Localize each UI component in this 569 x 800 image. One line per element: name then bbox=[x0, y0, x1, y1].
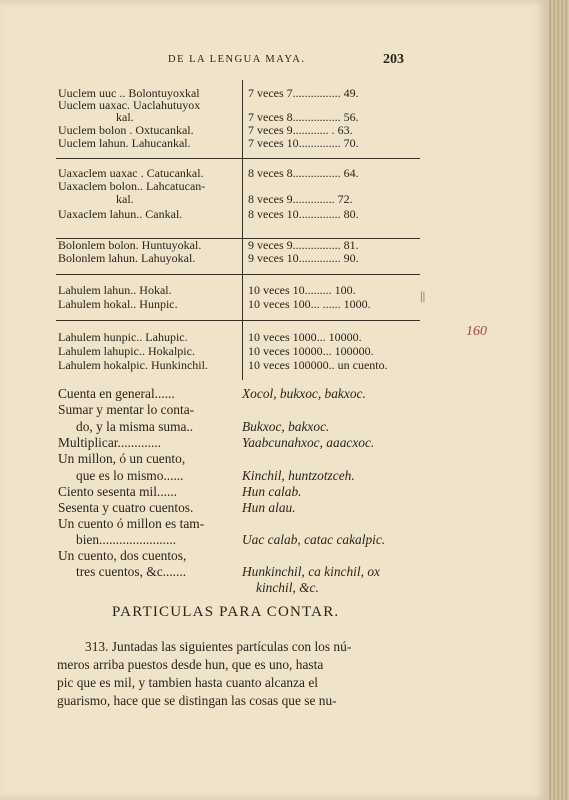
table-group-rule bbox=[56, 320, 420, 321]
table-row-left: Uuclem bolon . Oxtucankal. bbox=[58, 123, 194, 137]
vocab-term: Multiplicar............. bbox=[58, 435, 162, 450]
vocab-term: Ciento sesenta mil...... bbox=[58, 484, 178, 499]
table-row-right: 7 veces 7................ 49. bbox=[248, 86, 359, 100]
vocab-term: Sesenta y cuatro cuentos. bbox=[58, 500, 194, 515]
table-row-left: Uaxaclem uaxac . Catucankal. bbox=[58, 166, 204, 180]
page-number: 203 bbox=[383, 52, 404, 67]
table-row-right: 9 veces 10.............. 90. bbox=[248, 251, 359, 265]
table-row-left: Lahulem hokalpic. Hunkinchil. bbox=[58, 358, 208, 372]
vocab-definition: Yaabcunahxoc, aaacxoc. bbox=[242, 435, 375, 450]
vocab-definition: Uac calab, catac cakalpic. bbox=[242, 532, 386, 547]
table-row-right: 8 veces 8................ 64. bbox=[248, 166, 359, 180]
table-row-right: 8 veces 10.............. 80. bbox=[248, 207, 359, 221]
table-row-left: kal. bbox=[116, 110, 134, 124]
table-row-right: 10 veces 100000.. un cuento. bbox=[248, 358, 388, 372]
table-row-right: 7 veces 9............ . 63. bbox=[248, 123, 353, 137]
table-row-left: Uuclem uuc .. Bolontuyoxkal bbox=[58, 86, 200, 100]
table-row-left: kal. bbox=[116, 192, 134, 206]
paragraph-line: pic que es mil, y tambien hasta cuanto alcanza el bbox=[57, 675, 319, 690]
table-group-rule bbox=[56, 274, 420, 275]
handwritten-tick-mark: || bbox=[420, 288, 426, 303]
paragraph-line: meros arriba puestos desde hun, que es uno, hasta bbox=[57, 657, 324, 672]
vocab-term: que es lo mismo...... bbox=[76, 468, 184, 483]
vocab-term: do, y la misma suma.. bbox=[76, 419, 194, 434]
vocab-definition: Xocol, bukxoc, bakxoc. bbox=[242, 386, 366, 401]
table-row-right: 10 veces 10000... 100000. bbox=[248, 344, 374, 358]
table-row-right: 10 veces 10......... 100. bbox=[248, 283, 356, 297]
table-row-left: Lahulem hunpic.. Lahupic. bbox=[58, 330, 188, 344]
vocab-definition: kinchil, &c. bbox=[256, 580, 319, 595]
paragraph-line: guarismo, hace que se distingan las cosas que se nu- bbox=[57, 693, 337, 708]
running-head: DE LA LENGUA MAYA. bbox=[168, 54, 306, 65]
vocab-definition: Hunkinchil, ca kinchil, ox bbox=[242, 564, 380, 579]
paragraph-line: 313. Juntadas las siguientes partículas con los nú- bbox=[85, 639, 352, 654]
table-row-right: 7 veces 10.............. 70. bbox=[248, 136, 359, 150]
table-row-right: 10 veces 100... ...... 1000. bbox=[248, 297, 371, 311]
table-row-left: Bolonlem lahun. Lahuyokal. bbox=[58, 251, 196, 265]
table-row-right: 9 veces 9................ 81. bbox=[248, 238, 359, 252]
vocab-term: Un cuento ó millon es tam- bbox=[58, 516, 205, 531]
handwritten-margin-note: 160 bbox=[466, 324, 487, 339]
table-row-left: Bolonlem bolon. Huntuyokal. bbox=[58, 238, 202, 252]
vocab-term: Un cuento, dos cuentos, bbox=[58, 548, 187, 563]
table-group-rule bbox=[56, 158, 420, 159]
vocab-term: bien....................... bbox=[76, 532, 177, 547]
vocab-term: tres cuentos, &c....... bbox=[76, 564, 187, 579]
table-column-divider bbox=[242, 80, 243, 380]
vocab-term: Un millon, ó un cuento, bbox=[58, 451, 186, 466]
vocab-definition: Hun calab. bbox=[242, 484, 302, 499]
table-row-left: Uaxaclem bolon.. Lahcatucan- bbox=[58, 179, 206, 193]
table-row-left: Lahulem lahupic.. Hokalpic. bbox=[58, 344, 195, 358]
table-row-left: Lahulem hokal.. Hunpic. bbox=[58, 297, 178, 311]
vocab-term: Sumar y mentar lo conta- bbox=[58, 402, 195, 417]
table-row-right: 10 veces 1000... 10000. bbox=[248, 330, 362, 344]
table-row-left: Uuclem lahun. Lahucankal. bbox=[58, 136, 191, 150]
table-row-left: Uuclem uaxac. Uaclahutuyox bbox=[58, 98, 201, 112]
table-row-right: 8 veces 9.............. 72. bbox=[248, 192, 353, 206]
table-row-left: Lahulem lahun.. Hokal. bbox=[58, 283, 172, 297]
page-edge bbox=[548, 0, 569, 800]
table-row-right: 7 veces 8................ 56. bbox=[248, 110, 359, 124]
vocab-definition: Hun alau. bbox=[242, 500, 296, 515]
section-title: PARTICULAS PARA CONTAR. bbox=[112, 604, 340, 620]
table-row-left: Uaxaclem lahun.. Cankal. bbox=[58, 207, 183, 221]
vocab-definition: Kinchil, huntzotzceh. bbox=[242, 468, 355, 483]
vocab-term: Cuenta en general...... bbox=[58, 386, 175, 401]
vocab-definition: Bukxoc, bakxoc. bbox=[242, 419, 330, 434]
